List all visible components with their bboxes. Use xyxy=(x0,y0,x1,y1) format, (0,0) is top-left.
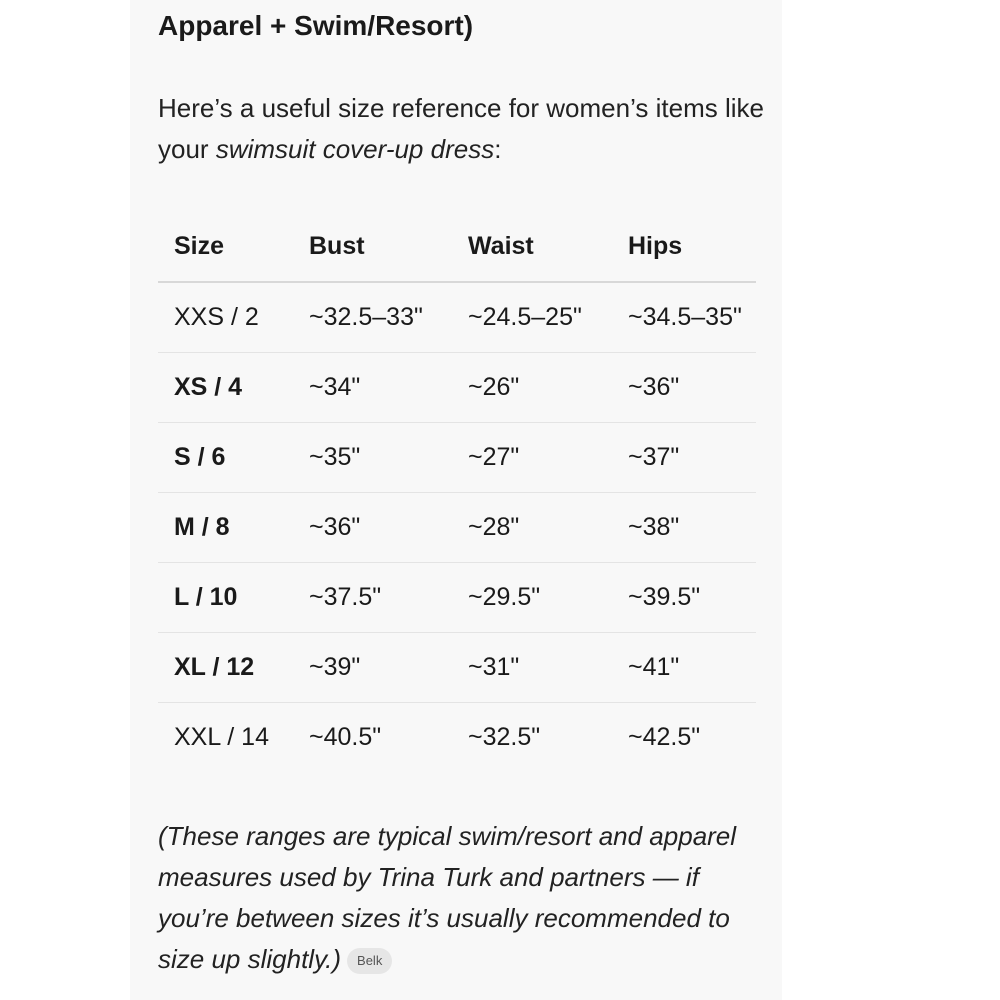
section-heading: Apparel + Swim/Resort) xyxy=(158,10,474,41)
size-cell: XXS / 2 xyxy=(158,282,293,353)
waist-cell: ~24.5–25" xyxy=(452,282,612,353)
bust-cell: ~39" xyxy=(293,633,452,703)
hips-cell: ~37" xyxy=(612,423,756,493)
intro-text: Here’s a useful size reference for women’s items like your xyxy=(158,93,764,164)
size-cell: L / 10 xyxy=(158,563,293,633)
header-size: Size xyxy=(158,211,293,282)
intro-emphasis: swimsuit cover-up dress xyxy=(215,134,495,164)
table-row xyxy=(158,563,756,633)
table-row xyxy=(158,353,756,423)
bust-cell: ~40.5" xyxy=(309,723,382,751)
table-row xyxy=(158,423,756,493)
size-cell: S / 6 xyxy=(158,423,293,493)
header-waist: Waist xyxy=(452,211,612,282)
hips-cell: ~42.5" xyxy=(628,723,701,751)
waist-cell: ~32.5" xyxy=(468,723,541,751)
note-text: (These ranges are typical swim/resort and apparel measures used by Trina Turk and partners — if you’re between sizes it’s usually recommended to size up slightly.) xyxy=(158,821,737,974)
bust-cell: ~34" xyxy=(293,353,452,423)
waist-cell: ~28" xyxy=(452,493,612,563)
hips-cell: ~36" xyxy=(612,353,756,423)
hips-cell: ~38" xyxy=(612,493,756,563)
table-row xyxy=(158,282,756,353)
hips-cell: ~34.5–35" xyxy=(612,282,756,353)
chat-response-panel xyxy=(130,0,782,1000)
bust-cell: ~35" xyxy=(293,423,452,493)
table-row xyxy=(158,703,756,773)
table-header-row xyxy=(158,211,756,282)
bust-cell: ~32.5–33" xyxy=(293,282,452,353)
note-paragraph xyxy=(158,816,768,980)
size-chart-table xyxy=(158,211,756,772)
header-hips: Hips xyxy=(612,211,756,282)
size-cell: XS / 4 xyxy=(158,353,293,423)
header-bust: Bust xyxy=(293,211,452,282)
right-margin xyxy=(782,0,1000,1000)
waist-cell: ~26" xyxy=(452,353,612,423)
size-cell: M / 8 xyxy=(158,493,293,563)
hips-cell: ~41" xyxy=(612,633,756,703)
table-row xyxy=(158,493,756,563)
size-cell: XL / 12 xyxy=(158,633,293,703)
source-citation-badge[interactable]: Belk xyxy=(347,948,392,974)
waist-cell: ~29.5" xyxy=(452,563,612,633)
waist-cell: ~31" xyxy=(452,633,612,703)
size-cell: XXL / 14 xyxy=(174,723,269,751)
table-row xyxy=(158,633,756,703)
hips-cell: ~39.5" xyxy=(612,563,756,633)
bust-cell: ~37.5" xyxy=(293,563,452,633)
intro-paragraph xyxy=(158,88,768,170)
left-margin xyxy=(0,0,130,1000)
bust-cell: ~36" xyxy=(293,493,452,563)
waist-cell: ~27" xyxy=(452,423,612,493)
intro-end: : xyxy=(494,134,502,164)
